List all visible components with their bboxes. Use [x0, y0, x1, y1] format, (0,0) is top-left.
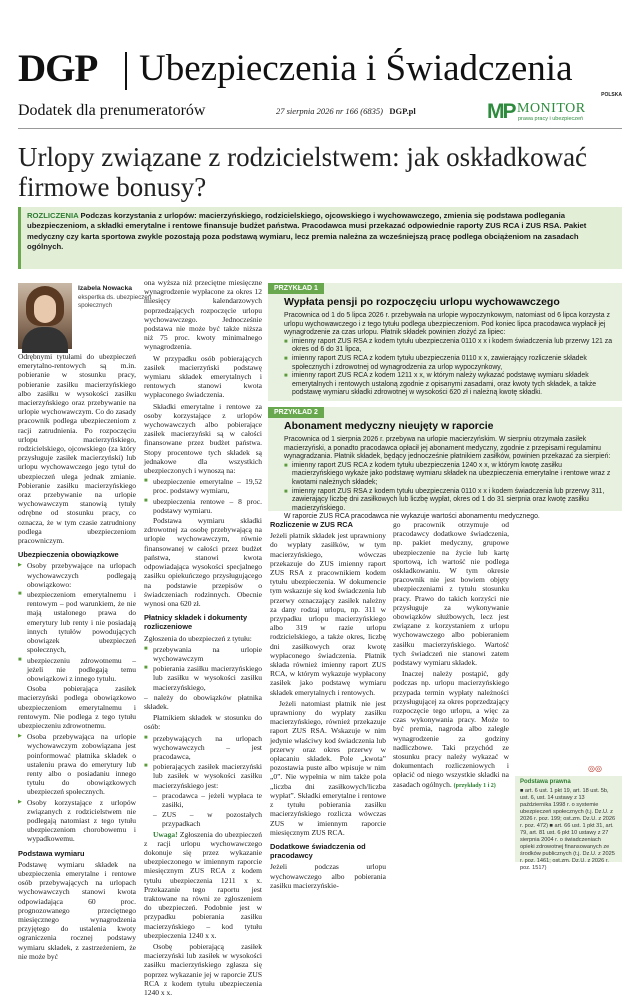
list-item: – ZUS – w pozostałych przypadkach [153, 810, 262, 828]
bullet-list [18, 732, 136, 843]
column-2 [144, 278, 262, 999]
legal-basis-text: ■ art. 6 ust. 1 pkt 19, art. 18 ust. 5b, ust. 6, ust. 14 ustawy z 13 października 1998 r. o systemie ubezpieczeń społecznych (t.j. Dz.U. z 2026 r. poz. 199; ost.zm. Dz.U. z 2026 r. poz. 472) ■ art. 66 ust. 1 pkt 31, art. 79, art. 81 ust. 6 pkt 10 ustawy z 27 sierpnia 2004 r. o świadczeniach opieki zdrowotnej finansowanych ze środków publicznych (t.j. Dz.U. z 2025 r. poz. 1461; ost.zm. Dz.U. z 2026 r. poz. 1517) [520, 788, 616, 871]
example-body [284, 436, 614, 522]
list-item: ■ imienny raport ZUS RCA z kodem 1211 x x, w którym należy wykazać podstawę wymiaru składek emerytalnych i rentowych ustaloną zgodnie z opisanymi zasadami, oraz kwoty tych składek, a także podstawę wymiaru składki zdrowotnej w wysokości 620 zł i należną kwotę składki. [284, 372, 614, 398]
subheading-extra-benefits: Dodatkowe świadczenia od pracodawcy [270, 841, 366, 861]
masthead [18, 48, 622, 94]
list-item: ■ imienny raport ZUS RCA z kodem tytułu ubezpieczenia 0110 x x, zawierający rozliczenie składek społecznych i zdrowotnej od wynagrodzenia za urlop wypoczynkowy, [284, 355, 614, 372]
section-title: Ubezpieczenia i Świadczenia [139, 48, 573, 89]
supplement-label: Dodatek dla prenumeratorów [18, 102, 206, 119]
list-item: – pracodawca – jeżeli wypłaca te zasiłki, [153, 791, 262, 809]
issue-date: 27 sierpnia 2026 nr 166 (6835) [276, 106, 383, 116]
list-item: ■ przebywania na urlopie wychowawczym [144, 645, 262, 663]
warning-text: Zgłoszenia do ubezpieczeń z racji urlopu wychowawczego dokonuje się przez wykazanie ubezpieczonego w imiennym raporcie miesięcznym ZUS RCA z kodem tytułu ubezpieczenia 1211 x x. Przekazanie tego raportu jest traktowane na równi ze zgłoszeniem do ubezpieczeń. Podobnie jest w przypadku pobierania zasiłku macierzyńskiego – kod tytułu ubezpieczenia 1240 x x. [144, 829, 262, 940]
site-link[interactable]: DGP.pl [389, 106, 416, 116]
list-item: ■ ubezpieczenie emerytalne – 19,52 proc. podstawy wymiaru, [144, 477, 262, 495]
paragraph: Osobę pobierającą zasiłek macierzyński lub zasiłek w wysokości zasiłku macierzyńskiego zgłasza się poprzez wykazanie jej w raporcie ZUS RCA z kodem tytułu ubezpieczenia 1240 x x. [144, 942, 262, 998]
column-3 [270, 520, 386, 892]
author-name: Izabela Nowacka [78, 285, 133, 292]
paragraph: Podstawa wymiaru składki zdrowotnej za osobę przebywającą na urlopie wychowawczym, równie finansowanej w całości przez budżet państwa, stanowi kwota odpowiadająca wysokości specjalnego zasiłku opiekuńczego przysługującego na podstawie przepisów o świadczeniach rodzinnych. Obecnie wynosi ona 620 zł. [144, 516, 262, 608]
paragraph: Jeżeli podczas urlopu wychowawczego albo pobierania zasiłku macierzyńskie- [270, 862, 386, 890]
example-box-1 [268, 283, 622, 401]
subheading-obligations: Ubezpieczenia obowiązkowe [18, 550, 119, 560]
list-item: ■ przebywających na urlopach wychowawczych – jest pracodawca, [144, 734, 262, 762]
example-list [284, 462, 614, 514]
list-item: ■ ubezpieczeniu zdrowotnemu – jeżeli nie podlegają temu obowiązkowi z innego tytułu. [18, 656, 136, 684]
list-item: ■ pobierania zasiłku macierzyńskiego lub zasiłku w wysokości zasiłku macierzyńskiego, [144, 664, 262, 692]
example-intro: Pracownica od 1 sierpnia 2026 r. przebywa na urlopie macierzyńskim. W sierpniu otrzymała zasiłek macierzyński, a ponadto pracodawca opłacił jej abonament medyczny, zgodnie z przepisami regulaminu wynagradzania. Płatnik składek, będący jednocześnie płatnikiem zasiłków, powinien przekazać za sierpień: [284, 436, 611, 461]
article-headline: Urlopy związane z rodzicielstwem: jak oskładkować firmowe bonusy? [18, 142, 588, 202]
example-title: Abonament medyczny nieujęty w raporcie [284, 420, 494, 432]
legal-basis-title: Podstawa prawna [520, 779, 571, 785]
column-4 [393, 520, 509, 793]
legal-basis-box [515, 776, 622, 871]
bullet-list [144, 734, 262, 829]
paragraph: Podstawę wymiaru składek na ubezpieczenia emerytalne i rentowe osób przebywających na urlopach wychowawczych stanowi kwota odpowiadająca 60 proc. prognozowanego przeciętnego miesięcznego wynagrodzenia przyjętego do ustalenia kwoty ograniczenia rocznej podstawy wymiaru składek, z zastrzeżeniem, że nie może być [18, 859, 136, 961]
paragraph: W przypadku osób pobierających zasiłek macierzyński podstawę wymiaru składek emerytalnych i rentowych stanowi kwota wypłaconego świadczenia. [144, 353, 262, 400]
column-1 [18, 352, 136, 963]
list-item: ▶ Osoby przebywające na urlopach wychowawczych podlegają obowiązkowo: [18, 561, 136, 589]
paragraph: ona wyższa niż przeciętne miesięczne wynagrodzenie wypłacone za okres 12 miesięcy kalendarzowych poprzedzających rozpoczęcie urlopu wychowawczego. Jednocześnie podstawa nie może być także niższa niż 75 proc. kwoty minimalnego wynagrodzenia. [144, 278, 262, 352]
rate-list [144, 477, 262, 515]
paragraph: – należy do obowiązków płatnika składek. [144, 692, 262, 711]
list-item: ■ ubezpieczenia rentowe – 8 proc. podstawy wymiaru. [144, 497, 262, 515]
example-outro: W raporcie ZUS RCA pracodawca nie wykazuje wartości abonamentu medycznego. [284, 513, 540, 521]
lead-text: Podczas korzystania z urlopów: macierzyńskiego, rodzicielskiego, ojcowskiego i wychowawczego, zmienia się podstawa podlegania ubezpieczeniom, a składki emerytalne i rentowe finansuje budżet państwa. Pracodawca musi przekazać odpowiednie raporty ZUS RCA i ZUS RSA. Pakiet medyczny czy karta sportowa zwykle pozostają poza podstawą wymiaru, lecz premia należna za wcześniejszą pracę podlega obciążeniom na zasadach ogólnych. [27, 211, 587, 251]
paragraph: Zgłoszenia do ubezpieczeń z tytułu: [144, 633, 252, 643]
mp-logo-icon: MP [487, 100, 515, 123]
list-item: ■ ubezpieczeniom emerytalnemu i rentowym – pod warunkiem, że nie mają ustalonego prawa do emerytury lub renty i nie posiadają innych tytułów powodujących obowiązek ubezpieczeń społecznych, [18, 590, 136, 654]
list-item: ▶ Osoba przebywająca na urlopie wychowawczym zobowiązana jest poinformować płatnika składek o ustaleniu prawa do emerytury lub renty albo o posiadaniu innego tytułu do obowiązkowych ubezpieczeń społecznych. [18, 732, 136, 796]
subheading-rca: Rozliczenie w ZUS RCA [270, 520, 353, 529]
list-item: ■ imienny raport ZUS RSA z kodem tytułu ubezpieczenia 0110 x x i kodem świadczenia lub przerwy 311, zawierający liczbę dni zasiłkowych lub liczbę wypłat, okres od 1 do 31 sierpnia oraz kwotę zasiłku macierzyńskiego. [284, 488, 614, 514]
header-rule [18, 128, 622, 129]
example-intro: Pracownica od 1 do 5 lipca 2026 r. przebywała na urlopie wypoczynkowym, natomiast od 6 lipca korzysta z urlopu wychowawczego i z tego tytułu podlega ubezpieczeniom. Pod koniec lipca pracodawca wypłacił jej wynagrodzenie za czas urlopu. Płatnik składek powinien złożyć za lipiec: [284, 312, 610, 337]
example-label: PRZYKŁAD 2 [268, 407, 324, 418]
example-reference[interactable]: (przykłady 1 i 2) [453, 782, 496, 789]
list-item: ■ imienny raport ZUS RSA z kodem tytułu ubezpieczenia 0110 x x i kodem świadczenia lub przerwy 121 za okres od 6 do 31 lipca, [284, 338, 614, 355]
partner-country: POLSKA [601, 92, 622, 98]
paragraph: Odrębnymi tytułami do ubezpieczeń emerytalno-rentowych są m.in. pobieranie w stosunku pracy, pobieranie zasiłku macierzyńskiego albo zasiłku w wysokości zasiłku macierzyńskiego oraz przebywanie na urlopie wychowawczym. Co do zasady pracownik podlega ubezpieczeniom z racji zatrudnienia. Po rozpoczęciu urlopu macierzyńskiego, rodzicielskiego, ojcowskiego (za który przysługuje zasiłek macierzyński) lub urlopu wychowawczego jego tytuł do ubezpieczeń ulega jednak zmianie. Pobieranie zasiłku macierzyńskiego oraz przebywanie na urlopie wychowawczym stanowią tytuły odrębne od stosunku pracy, co oznacza, że w tym czasie zatrudniony podlega ubezpieczeniom pracowniczym. [18, 352, 136, 546]
author-photo [18, 283, 72, 349]
dgp-logo[interactable]: DGP [18, 47, 98, 90]
list-item: ■ pobierających zasiłek macierzyński lub zasiłek w wysokości zasiłku macierzyńskiego jest: [144, 762, 262, 790]
example-body [284, 312, 614, 398]
subheading-payers: Płatnicy składek i dokumenty rozliczeniowe [144, 613, 248, 632]
paragraph: go pracownik otrzymuje od pracodawcy dodatkowe świadczenia, np. pakiet medyczny, grupowe ubezpieczenie na życie lub kartę sportową, ich wartość nie podlega oskładkowaniu. W tym okresie pracownik nie jest bowiem objęty ubezpieczeniami z tytułu stosunku pracy. Prawo do takich korzyści nie przysługuje za wykonywanie obowiązków służbowych, lecz jest związane z korzystaniem z urlopu wychowawczego albo pobieraniem zasiłku macierzyńskiego. Wartość tych świadczeń nie stanowi zatem podstawy wymiaru składek. [393, 520, 509, 668]
example-list [284, 338, 614, 398]
paragraph: Jeżeli płatnik składek jest uprawniony do wypłaty zasiłków, w tym macierzyńskiego, wówczas przekazuje do ZUS imienny raport ZUS RSA z pracownikiem kodem tytułu ubezpieczenia. W dokumencie tym wskazuje się kod świadczenia lub przerwy oznaczający zasiłek należny za dany rodzaj urlopu, np. 311 w przypadku urlopu macierzyńskiego albo 319 w razie urlopu rodzicielskiego, a także okres, liczbę dni zasiłkowych oraz kwotę wypłaconego świadczenia. Płatnik składa również imienny raport ZUS RCA, w którym wykazuje wypłacony zasiłek jako podstawę wymiaru składek emerytalnych i rentowych. [270, 531, 386, 697]
paragraph: Jeżeli natomiast płatnik nie jest uprawniony do wypłaty zasiłku macierzyńskiego, również przekazuje raport ZUS RSA. Wskazuje w nim jedynie właściwy kod świadczenia lub przerwy oraz okres przerwy w opłacaniu składek. Pole „kwota” pozostawia puste albo wpisuje w nim „0”. Nie wypełnia w nim także pola „liczba dni zasiłkowych/liczba wypłat”. Składki emerytalne i rentowe z tytułu pobierania zasiłku macierzyńskiego rozlicza wówczas ZUS w imiennym raporcie miesięcznym ZUS RCA. [270, 698, 386, 837]
example-title: Wypłata pensji po rozpoczęciu urlopu wychowawczego [284, 296, 560, 308]
paragraph: Osoba pobierająca zasiłek macierzyński podlega obowiązkowo ubezpieczeniom emerytalnemu i rentowym. Nie podlega z tego tytułu ubezpieczeniu zdrowotnemu. [18, 684, 136, 730]
bullet-list [144, 645, 262, 692]
author-role: ekspertka ds. ubezpieczeń społecznych [78, 294, 152, 309]
subheading-basis: Podstawa wymiaru [18, 848, 85, 858]
example-box-2 [268, 407, 622, 521]
issue-bar [18, 92, 622, 126]
paragraph: Inaczej należy postąpić, gdy podczas np. urlopu macierzyńskiego przypada termin wypłaty należności przysługującej za okres poprzedzający rozpoczęcie tego urlopu, a więc za czas wykonywania pracy. Może to być premia, nagroda albo zaległe wynagrodzenie za godziny nadliczbowe. Taki przychód ze stosunku pracy należy wykazać w dokumentach rozliczeniowych i opłacić od niego wszystkie składki na zasadach ogólnych. (przykłady 1 i 2) [393, 669, 509, 789]
lead-tag: ROZLICZENIA [27, 211, 79, 220]
warning-label: Uwaga! [153, 829, 178, 839]
bullet-list [18, 561, 136, 683]
list-item: ▶ Osoby korzystające z urlopów związanych z rodzicielstwem nie podlegają natomiast z tego tytułu ubezpieczeniom chorobowemu i wypadkowemu. [18, 798, 136, 844]
article-lead [18, 207, 622, 269]
paragraph: Płatnikiem składek w stosunku do osób: [144, 713, 262, 732]
masthead-divider [125, 52, 127, 90]
list-item: ■ imienny raport ZUS RCA z kodem tytułu ubezpieczenia 1240 x x, w którym kwotę zasiłku macierzyńskiego wykaże jako podstawę wymiaru składek na ubezpieczenia emerytalne i rentowe wraz z kwotami należnych składek; [284, 462, 614, 488]
issue-meta [276, 106, 416, 116]
monitor-name: MONITOR [517, 101, 586, 116]
example-label: PRZYKŁAD 1 [268, 283, 324, 294]
monitor-tagline: prawa pracy i ubezpieczeń [518, 116, 584, 122]
paragraph: Składki emerytalne i rentowe za osoby korzystające z urlopów wychowawczych albo pobierające zasiłek macierzyński są w całości finansowane przez budżet państwa. Stopy procentowe tych składek są jednakowe dla wszystkich ubezpieczonych i wynoszą na: [144, 401, 262, 476]
monitor-logo[interactable] [487, 100, 622, 126]
paragraph [144, 830, 262, 940]
reference-icons: ◎◎ [588, 764, 602, 773]
